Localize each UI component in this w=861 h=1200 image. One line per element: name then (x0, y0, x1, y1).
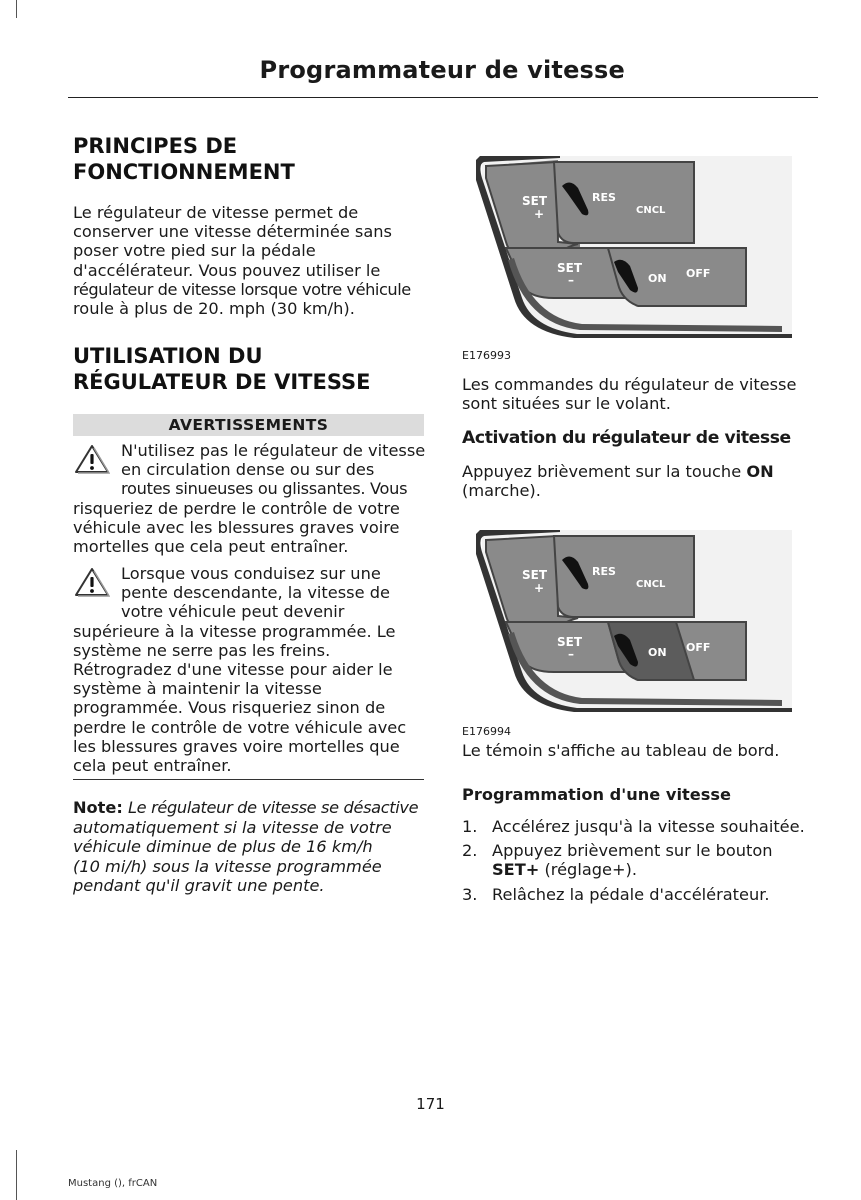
set-minus-label: SET (557, 261, 583, 275)
warning-triangle-icon (74, 444, 110, 474)
activation-text: Appuyez brièvement sur la touche (462, 462, 747, 481)
text-line: automatiquement si la vitesse de votre (73, 817, 392, 837)
text-line: sont situées sur le volant. (462, 394, 671, 414)
text-line: routes sinueuses ou glissantes. Vous (121, 479, 408, 499)
plus-label: + (534, 207, 545, 221)
text-line: risqueriez de perdre le contrôle de votre (73, 498, 400, 518)
list-item (462, 817, 832, 836)
step-number: 1. (462, 817, 478, 836)
warnings-bottom-rule (73, 779, 424, 780)
step-text: (réglage+). (539, 860, 637, 880)
warning-triangle-icon (74, 567, 110, 597)
res-label: RES (592, 191, 616, 204)
warning-1-indent (121, 441, 431, 499)
off-label: OFF (686, 267, 711, 280)
res-label: RES (592, 565, 616, 578)
text-line: Rétrogradez d'une vitesse pour aider le (73, 660, 393, 679)
text-line: Les commandes du régulateur de vitesse (462, 375, 797, 394)
heading-line: PRINCIPES DE (73, 134, 238, 158)
crop-mark-top (0, 0, 17, 18)
text-line: régulateur de vitesse lorsque votre véhicule (73, 279, 411, 299)
programmation-heading: Programmation d'une vitesse (462, 785, 731, 804)
cncl-label: CNCL (636, 205, 666, 216)
heading-line: FONCTIONNEMENT (73, 160, 295, 184)
warning-2-full (73, 622, 433, 776)
text-line: cela peut entraîner. (73, 756, 232, 776)
section-heading-utilisation (73, 343, 433, 395)
heading-line: UTILISATION DU (73, 344, 263, 368)
set-plus-label: SET (522, 568, 548, 582)
plus-label: + (534, 581, 545, 595)
cncl-label: CNCL (636, 579, 666, 590)
text-line: les blessures graves voire mortelles que (73, 736, 400, 756)
step-text: Accélérez jusqu'à la vitesse souhaitée. (492, 817, 805, 836)
crop-mark-bottom (0, 1150, 17, 1200)
text-line (462, 462, 822, 481)
step-text: Appuyez brièvement sur le bouton (492, 841, 773, 861)
set-plus-label: SET (522, 194, 548, 208)
text-line: Lorsque vous conduisez sur une (121, 564, 381, 583)
page-number: 171 (416, 1095, 445, 1113)
warning-1-full (73, 499, 433, 557)
text-line: perdre le contrôle de votre véhicule avec (73, 717, 407, 737)
on-label: ON (648, 272, 667, 285)
step-text: Relâchez la pédale d'accélérateur. (492, 884, 770, 904)
note-label: Note: (73, 798, 123, 817)
warnings-header: AVERTISSEMENTS (73, 414, 424, 436)
page-title: Programmateur de vitesse (259, 56, 625, 84)
text-line: en circulation dense ou sur des (121, 460, 375, 480)
text-line: véhicule avec les blessures graves voire (73, 517, 400, 537)
note-text: Le régulateur de vitesse se désactive (128, 798, 419, 817)
text-line: roule à plus de 20. mph (30 km/h). (73, 299, 355, 319)
text-line: supérieure à la vitesse programmée. Le (73, 621, 396, 641)
list-item (462, 885, 832, 904)
text-line: pente descendante, la vitesse de (121, 583, 390, 603)
step-number: 2. (462, 841, 478, 861)
text-line: véhicule diminue de plus de 16 km/h (73, 837, 373, 856)
activation-paragraph (462, 462, 822, 500)
text-line: (marche). (462, 481, 541, 501)
cruise-control-figure-1 (462, 148, 800, 343)
set-plus-label: SET+ (492, 860, 540, 880)
text-line: conserver une vitesse déterminée sans (73, 222, 392, 242)
text-line: système à maintenir la vitesse (73, 679, 322, 699)
programmation-steps (462, 817, 832, 909)
text-line: système ne serre pas les freins. (73, 640, 331, 660)
text-line: Le régulateur de vitesse permet de (73, 203, 359, 222)
note-block (73, 798, 425, 896)
title-divider (68, 97, 818, 98)
section-heading-principes (73, 133, 433, 185)
list-item (462, 841, 832, 879)
text-line: poser votre pied sur la pédale (73, 241, 316, 261)
principes-paragraph (73, 203, 433, 318)
step-number: 3. (462, 884, 478, 904)
text-line: mortelles que cela peut entraîner. (73, 537, 349, 556)
text-line: N'utilisez pas le régulateur de vitesse (121, 441, 426, 460)
minus-label: – (568, 647, 574, 661)
on-label: ON (648, 646, 667, 659)
text-line: d'accélérateur. Vous pouvez utiliser le (73, 260, 381, 280)
text-line (73, 798, 425, 818)
figure-2-caption: E176994 (462, 725, 511, 738)
text-line: pendant qu'il gravit une pente. (73, 876, 325, 895)
on-key-label: ON (746, 462, 774, 481)
off-label: OFF (686, 641, 711, 654)
set-minus-label: SET (557, 635, 583, 649)
document-id: Mustang (), frCAN (68, 1178, 158, 1189)
heading-line: RÉGULATEUR DE VITESSE (73, 370, 371, 394)
text-line: programmée. Vous risqueriez sinon de (73, 698, 386, 718)
minus-label: – (568, 273, 574, 287)
text-line: (10 mi/h) sous la vitesse programmée (73, 856, 382, 876)
temoin-paragraph: Le témoin s'affiche au tableau de bord. (462, 741, 780, 760)
warning-2-indent (121, 564, 431, 622)
figure-1-caption: E176993 (462, 349, 511, 362)
activation-heading: Activation du régulateur de vitesse (462, 428, 791, 448)
commands-paragraph (462, 375, 822, 413)
cruise-control-figure-2 (462, 522, 800, 717)
text-line: votre véhicule peut devenir (121, 602, 345, 622)
